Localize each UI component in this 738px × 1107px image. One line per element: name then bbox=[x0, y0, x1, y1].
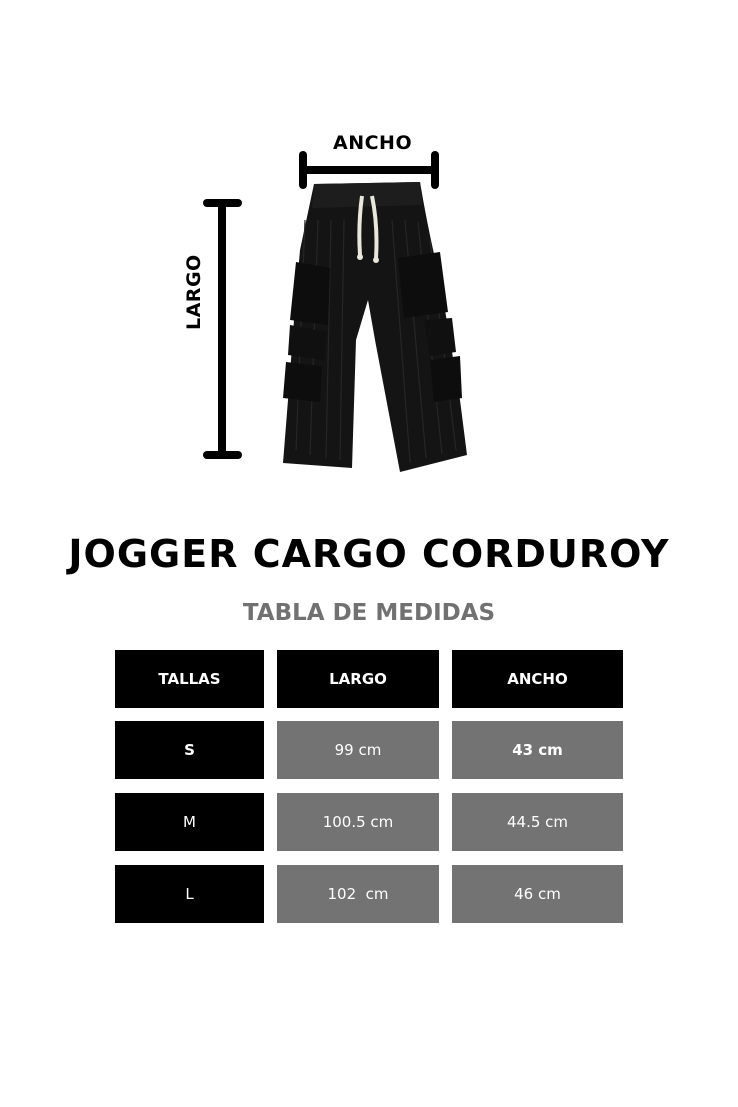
largo-cell: 99 cm bbox=[277, 721, 439, 779]
ancho-cell: 43 cm bbox=[452, 721, 623, 779]
product-title: JOGGER CARGO CORDUROY bbox=[68, 532, 670, 576]
cargo-pants-image bbox=[283, 182, 467, 472]
length-measure-bar bbox=[207, 203, 238, 455]
largo-cell: 102 cm bbox=[277, 865, 439, 923]
header-largo: LARGO bbox=[277, 650, 439, 708]
length-label: LARGO bbox=[183, 254, 205, 330]
ancho-cell: 44.5 cm bbox=[452, 793, 623, 851]
ancho-cell: 46 cm bbox=[452, 865, 623, 923]
measurement-diagram bbox=[0, 0, 738, 500]
size-cell: M bbox=[115, 793, 264, 851]
size-cell: S bbox=[115, 721, 264, 779]
largo-cell: 100.5 cm bbox=[277, 793, 439, 851]
size-cell: L bbox=[115, 865, 264, 923]
width-label: ANCHO bbox=[333, 132, 413, 154]
size-chart-heading: TABLA DE MEDIDAS bbox=[242, 600, 496, 626]
width-measure-bar bbox=[303, 155, 435, 185]
pants-measure-graphic bbox=[0, 0, 738, 500]
header-ancho: ANCHO bbox=[452, 650, 623, 708]
header-tallas: TALLAS bbox=[115, 650, 264, 708]
